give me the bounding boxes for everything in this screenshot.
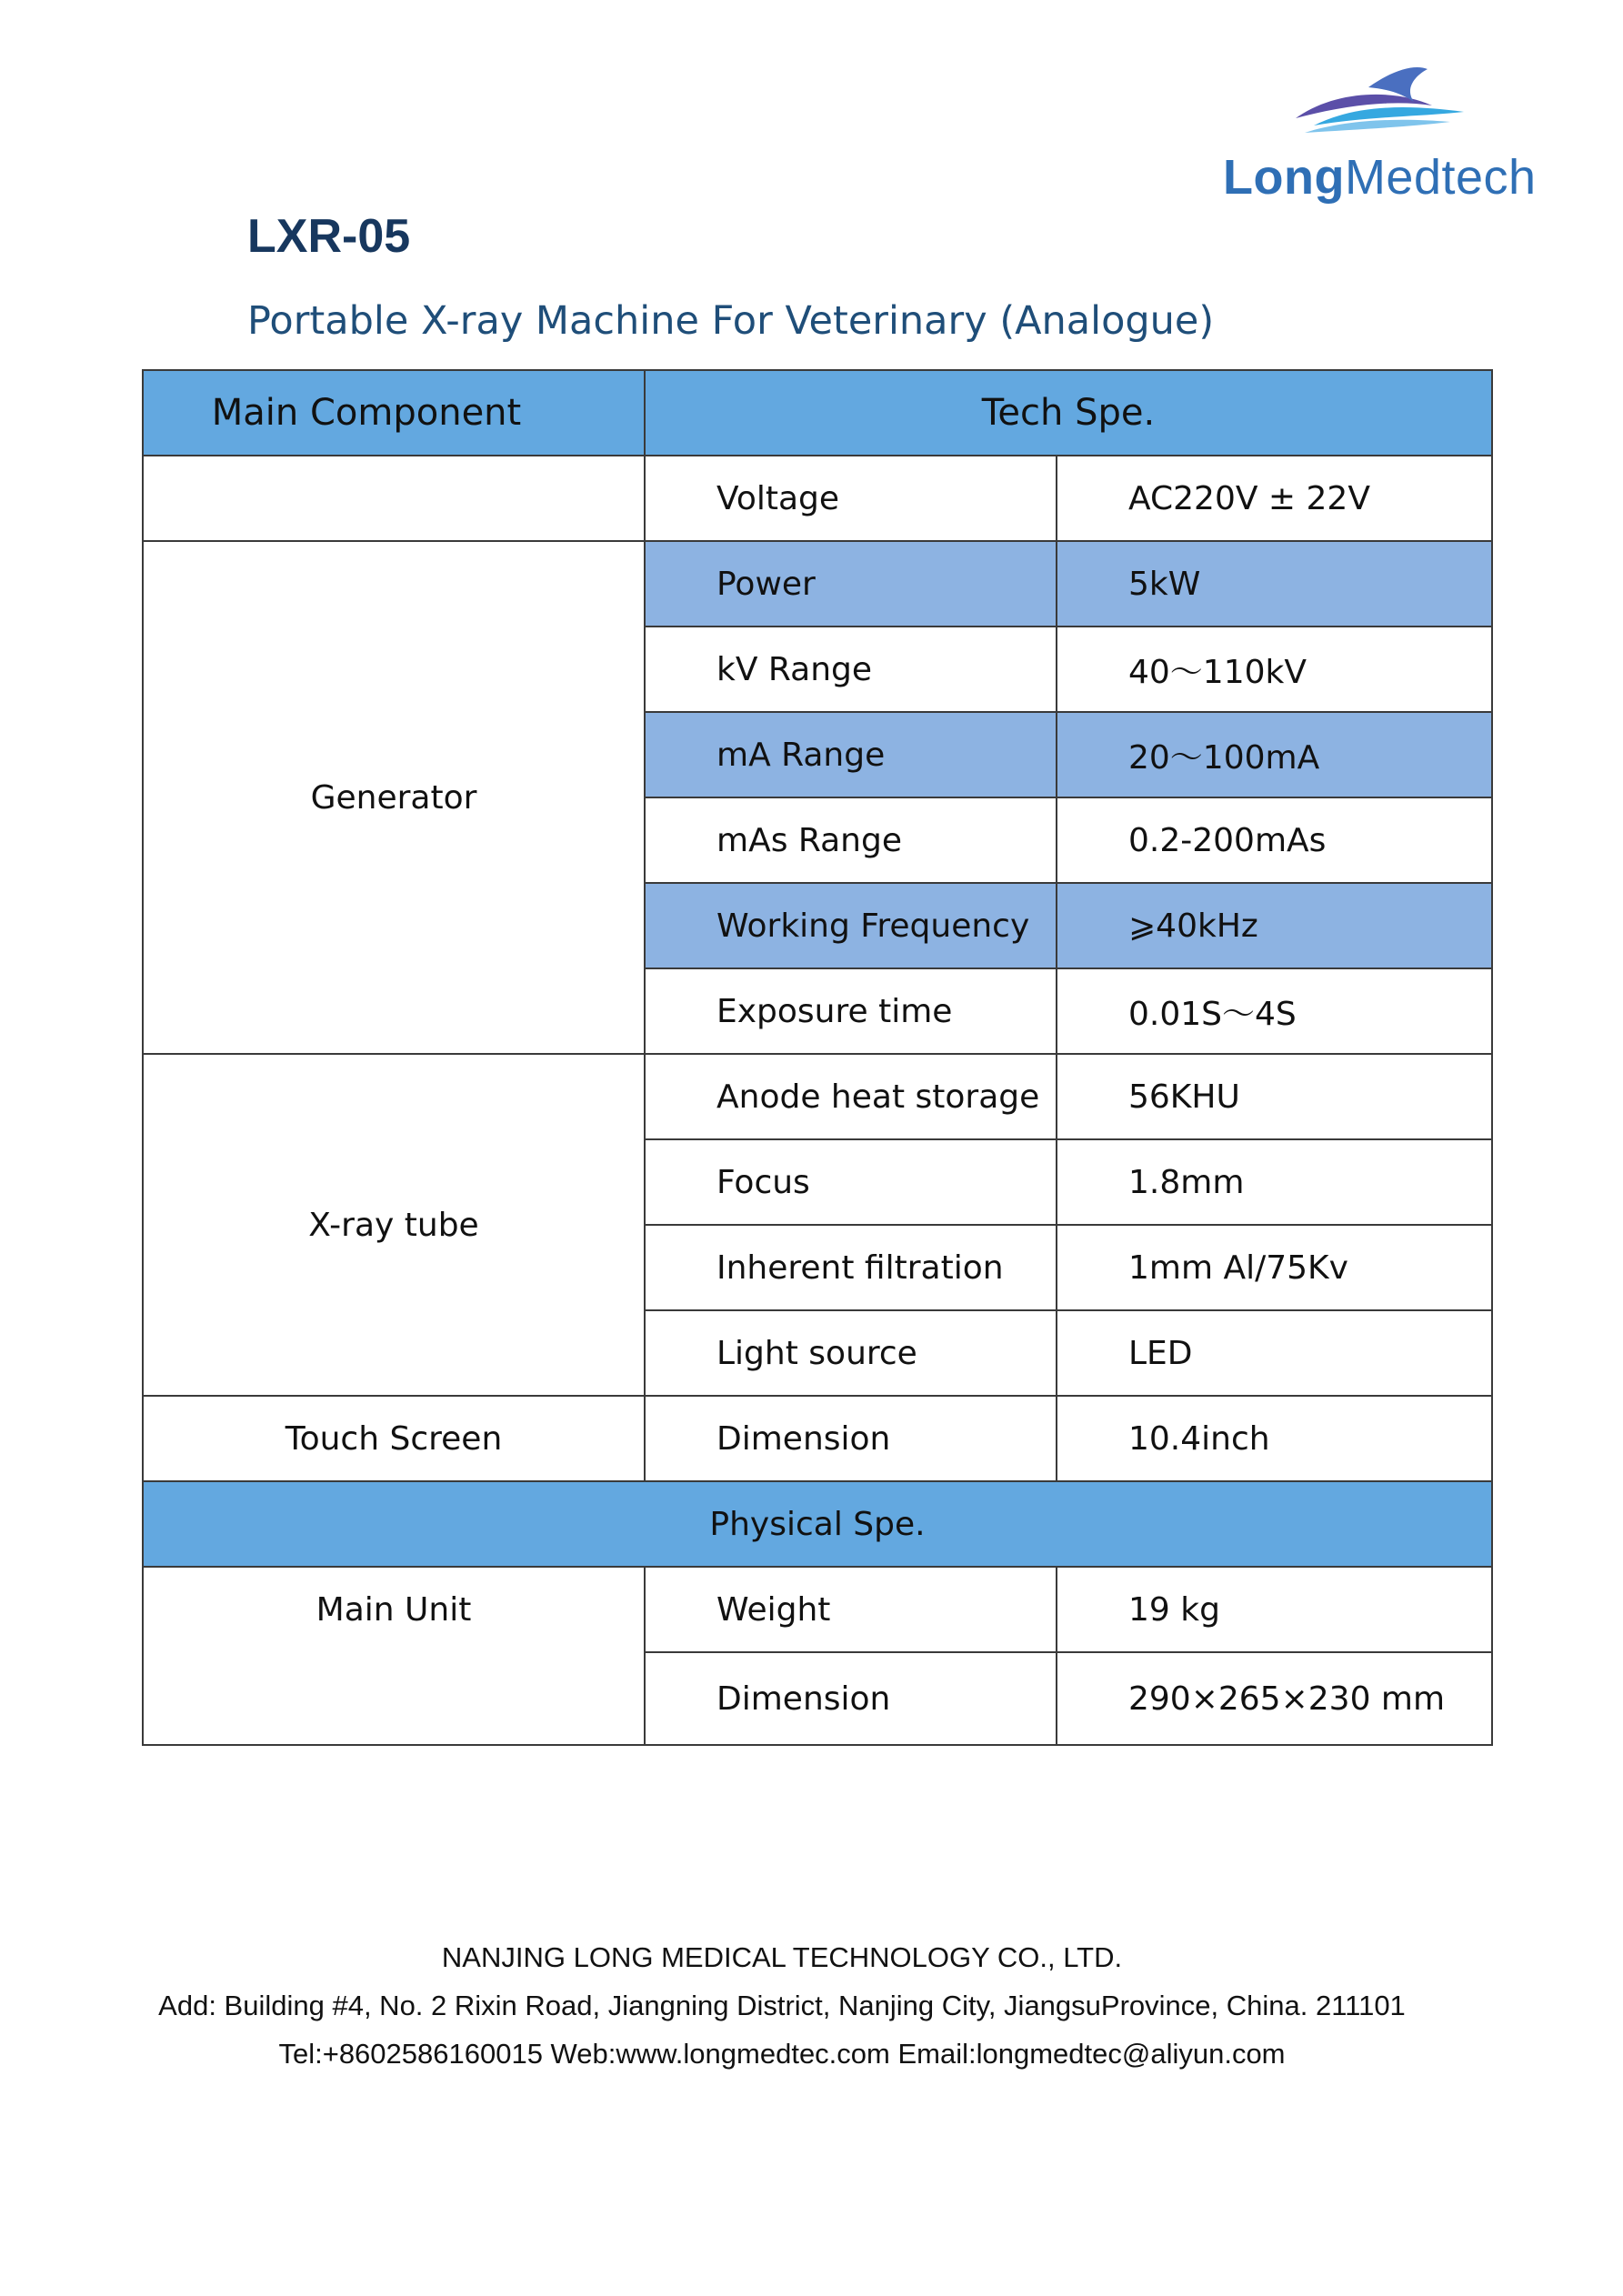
spec-value: 290×265×230 mm	[1057, 1652, 1492, 1745]
footer-contact: Tel:+8602586160015 Web:www.longmedtec.com Email:longmedtec@aliyun.com	[278, 2038, 1286, 2070]
table-row	[143, 1054, 1492, 1139]
table-row	[143, 1396, 1492, 1481]
spec-value: 19 kg	[1057, 1567, 1492, 1652]
table-row	[143, 456, 1492, 541]
group-touch-screen: Touch Screen	[143, 1396, 645, 1481]
group-generator: Generator	[143, 541, 645, 1054]
spec-label: Dimension	[645, 1396, 1057, 1481]
spec-label: mA Range	[645, 712, 1057, 797]
physical-header-row	[143, 1481, 1492, 1567]
spec-value: 56KHU	[1057, 1054, 1492, 1139]
spec-label: Voltage	[645, 456, 1057, 541]
product-model: LXR-05	[247, 210, 411, 263]
footer-address: Add: Building #4, No. 2 Rixin Road, Jiangning District, Nanjing City, JiangsuProvince, China. 211101	[158, 1990, 1406, 2021]
spec-value: 5kW	[1057, 541, 1492, 627]
product-subtitle: Portable X-ray Machine For Veterinary (Analogue)	[247, 298, 1215, 344]
spec-label: Exposure time	[645, 968, 1057, 1054]
spec-value: 1mm Al/75Kv	[1057, 1225, 1492, 1310]
spec-value: 0.01S～4S	[1057, 968, 1492, 1054]
group-xray-tube: X-ray tube	[143, 1054, 645, 1396]
spec-label: mAs Range	[645, 797, 1057, 883]
spec-value: 10.4inch	[1057, 1396, 1492, 1481]
spec-value: LED	[1057, 1310, 1492, 1396]
physical-spe-header: Physical Spe.	[143, 1481, 1492, 1567]
table-row	[143, 541, 1492, 627]
spec-value: AC220V ± 22V	[1057, 456, 1492, 541]
header-tech-spe: Tech Spe.	[645, 370, 1492, 456]
spec-value: 0.2-200mAs	[1057, 797, 1492, 883]
spec-label: Dimension	[645, 1652, 1057, 1745]
spec-label: Weight	[645, 1567, 1057, 1652]
logo-wordmark	[1223, 149, 1541, 206]
table-row	[143, 1567, 1492, 1652]
spec-label: kV Range	[645, 627, 1057, 712]
spec-table	[142, 369, 1493, 1746]
spec-label: Anode heat storage	[645, 1054, 1057, 1139]
spec-value: 40～110kV	[1057, 627, 1492, 712]
footer-company: NANJING LONG MEDICAL TECHNOLOGY CO., LTD.	[441, 1941, 1123, 1973]
company-logo	[1223, 62, 1541, 216]
group-main-unit: Main Unit	[143, 1567, 645, 1745]
bird-wave-logo-icon	[1287, 62, 1468, 139]
spec-label: Inherent filtration	[645, 1225, 1057, 1310]
table-header-row	[143, 370, 1492, 456]
spec-label: Working Frequency	[645, 883, 1057, 968]
spec-value: 20～100mA	[1057, 712, 1492, 797]
header-main-component: Main Component	[143, 370, 645, 456]
spec-label: Light source	[645, 1310, 1057, 1396]
empty-group-cell	[143, 456, 645, 541]
spec-label: Power	[645, 541, 1057, 627]
logo-word-regular: Medtech	[1344, 150, 1537, 205]
spec-value: 1.8mm	[1057, 1139, 1492, 1225]
spec-label: Focus	[645, 1139, 1057, 1225]
spec-value: ⩾40kHz	[1057, 883, 1492, 968]
logo-word-bold: Long	[1223, 150, 1345, 205]
